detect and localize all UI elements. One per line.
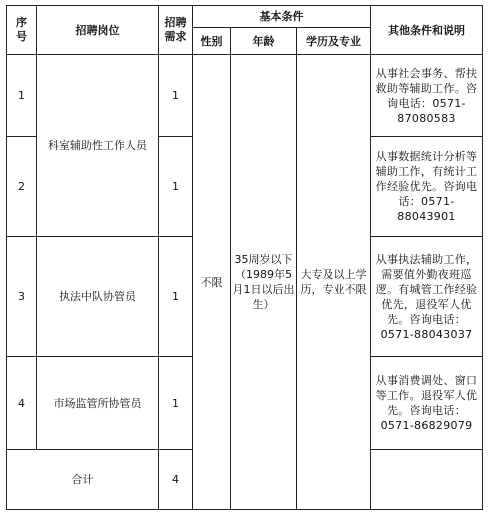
post-enforcement-assistant: 执法中队协管员 — [37, 237, 159, 357]
header-demand: 招聘 需求 — [159, 6, 193, 55]
gender-cell: 不限 — [193, 55, 231, 510]
row-demand: 1 — [159, 137, 193, 237]
row-notes: 从事执法辅助工作，需要值外勤夜班巡逻。有城管工作经验优先，退役军人优先。咨询电话：0571-88043037 — [371, 237, 483, 357]
row-demand: 1 — [159, 237, 193, 357]
row-index: 2 — [7, 137, 37, 237]
row-notes: 从事消费调处、窗口等工作。退役军人优先。咨询电话：0571-86829079 — [371, 357, 483, 450]
header-age: 年龄 — [231, 28, 297, 55]
age-cell: 35周岁以下（1989年5月1日以后出生） — [231, 55, 297, 510]
total-notes-empty — [371, 450, 483, 510]
recruitment-table — [6, 5, 483, 510]
total-value: 4 — [159, 450, 193, 510]
header-post: 招聘岗位 — [37, 6, 159, 55]
post-office-assistant: 科室辅助性工作人员 — [37, 55, 159, 237]
row-notes: 从事数据统计分析等辅助工作，有统计工作经验优先。咨询电话：0571-88043901 — [371, 137, 483, 237]
row-index: 1 — [7, 55, 37, 137]
row-demand: 1 — [159, 357, 193, 450]
row-index: 3 — [7, 237, 37, 357]
row-index: 4 — [7, 357, 37, 450]
total-label: 合计 — [7, 450, 159, 510]
header-gender: 性别 — [193, 28, 231, 55]
post-market-assistant: 市场监管所协管员 — [37, 357, 159, 450]
header-index: 序 号 — [7, 6, 37, 55]
row-notes: 从事社会事务、帮扶救助等辅助工作。咨询电话：0571-87080583 — [371, 55, 483, 137]
header-other-conditions: 其他条件和说明 — [371, 6, 483, 55]
header-basic-conditions: 基本条件 — [193, 6, 371, 28]
education-cell: 大专及以上学历，专业不限 — [297, 55, 371, 510]
header-education: 学历及专业 — [297, 28, 371, 55]
row-demand: 1 — [159, 55, 193, 137]
